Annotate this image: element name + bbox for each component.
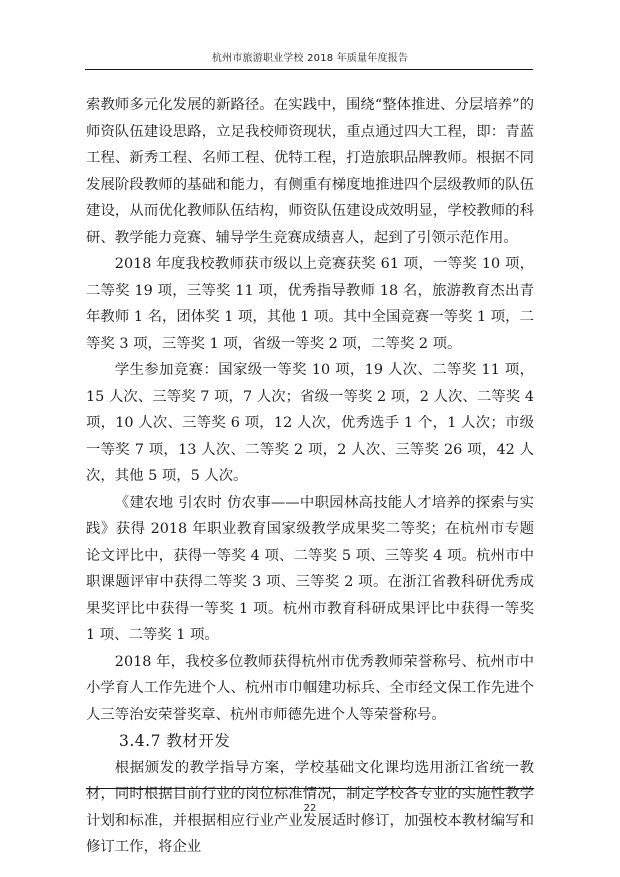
page-number: 22 <box>303 803 317 814</box>
body-text <box>86 92 534 861</box>
paragraph-honors: 2018 年，我校多位教师获得杭州市优秀教师荣誉称号、杭州市中小学育人工作先进个人、杭州市巾帼建功标兵、全市经文保工作先进个人三等治安荣誉奖章、杭州市师德先进个人等荣誉称号。 <box>86 653 534 723</box>
paragraph-teacher-development: 索教师多元化发展的新路径。在实践中，围绕“整体推进、分层培养”的师资队伍建设思路，立足我校师资现状，重点通过四大工程，即：青蓝工程、新秀工程、名师工程、优特工程，打造旅职品牌教师。根据不同发展阶段教师的基础和能力，有侧重有梯度地推进四个层级教师的队伍建设，从而优化教师队伍结构，师资队伍建设成效明显，学校教师的科研、教学能力竞赛、辅导学生竞赛成绩喜人，起到了引领示范作用。 <box>86 97 534 246</box>
section-heading-textbook-development: 3.4.7 教材开发 <box>119 732 231 750</box>
paragraph-textbook-development: 根据颁发的教学指导方案，学校基础文化课均选用浙江省统一教材，同时根据目前行业的岗位标准情况，制定学校各专业的实施性教学计划和标准，并根据相应行业产业发展适时修订，加强校本教材编写和修订工作，将企业 <box>86 759 534 855</box>
footer-rule <box>86 788 534 789</box>
running-header: 杭州市旅游职业学校 2018 年质量年度报告 <box>211 53 409 64</box>
paragraph-teacher-awards: 2018 年度我校教师获市级以上竞赛获奖 61 项，一等奖 10 项，二等奖 19 项，三等奖 11 项，优秀指导教师 18 名，旅游教育杰出青年教师 1 名，团体奖 1 项，其他 1 项。其中全国竞赛一等奖 1 项，二等奖 3 项，三等奖 1 项，省级一等奖 2 项，二等奖 2 项。 <box>86 256 534 352</box>
paragraph-teaching-achievements: 《建农地 引农时 仿农事——中职园林高技能人才培养的探索与实践》获得 2018 年职业教育国家级教学成果奖二等奖；在杭州市专题论文评比中，获得一等奖 4 项、二等奖 5 项、三等奖 4 项。杭州市中职课题评审中获得二等奖 3 项、三等奖 2 项。在浙江省教科研优秀成果奖评比中获得一等奖 1 项。杭州市教育科研成果评比中获得一等奖 1 项、二等奖 1 项。 <box>86 494 534 643</box>
paragraph-student-competitions: 学生参加竞赛：国家级一等奖 10 项，19 人次、二等奖 11 项，15 人次、三等奖 7 项，7 人次；省级一等奖 2 项，2 人次、二等奖 4 项，10 人次、三等奖 6 项，12 人次，优秀选手 1 个，1 人次；市级一等奖 7 项，13 人次、二等奖 2 项，2 人次、三等奖 26 项，42 人次，其他 5 项，5 人次。 <box>86 362 534 484</box>
header-rule <box>85 69 533 70</box>
